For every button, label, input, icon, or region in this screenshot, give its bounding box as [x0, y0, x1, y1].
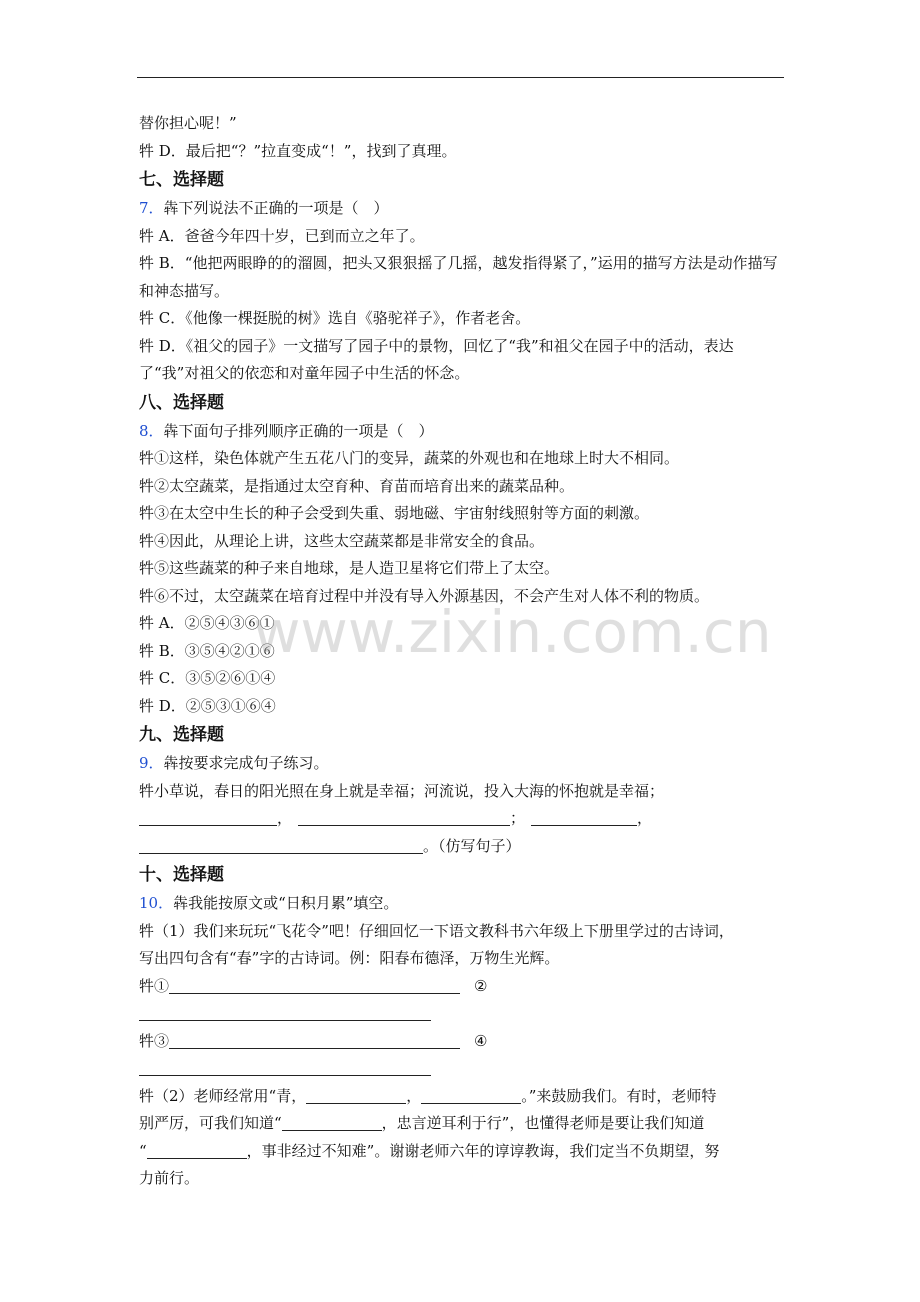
option-line: 牪 A．②⑤④③⑥①	[139, 614, 275, 632]
text-line: 替你担心呢！”	[139, 114, 237, 132]
option-line: 牪 C．③⑤②⑥①④	[139, 669, 276, 687]
answer-blank[interactable]	[169, 1031, 460, 1049]
text-segment: 。”来鼓励我们。有时，老师特	[521, 1086, 717, 1105]
question-text: 犇按要求完成句子练习。	[163, 754, 329, 772]
answer-blank[interactable]	[147, 1141, 247, 1159]
question-line	[139, 195, 779, 223]
end-note: 。（仿写句子）	[423, 836, 521, 855]
question-number: 10．	[139, 894, 174, 912]
question-number: 8．	[139, 421, 164, 440]
text-line: 写出四句含有“春”字的古诗词。例：阳春布德泽，万物生光辉。	[139, 949, 560, 967]
blank-line	[139, 805, 779, 833]
watermark-text: www.zixin.com.cn	[253, 598, 772, 666]
text-segment: ，忠言逆耳利于行”，也懂得老师是要让我们知道	[381, 1114, 705, 1132]
blank-line	[139, 833, 779, 861]
answer-blank[interactable]	[282, 1113, 382, 1131]
sentence-line: 牪④因此，从理论上讲，这些太空蔬菜都是非常安全的食品。	[139, 531, 545, 550]
answer-blank[interactable]	[139, 1058, 431, 1076]
answer-blank[interactable]	[298, 808, 510, 826]
blank-line	[139, 973, 779, 1001]
item-marker: ②	[474, 976, 488, 995]
sentence-line: 牪③在太空中生长的种子会受到失重、弱地磁、宇宙射线照射等方面的刺激。	[139, 504, 650, 522]
question-line	[139, 418, 779, 446]
option-line: 牪 D．②⑤③①⑥④	[139, 696, 276, 715]
section-heading: 七、选择题	[139, 170, 224, 190]
answer-blank[interactable]	[139, 1003, 431, 1021]
answer-blank[interactable]	[169, 976, 460, 994]
question-text: 犇下面句子排列顺序正确的一项是（ ）	[163, 421, 434, 440]
question-text: 犇我能按原文或“日积月累”填空。	[173, 894, 399, 912]
text-line: 牪 D．最后把“？”拉直变成“！”，找到了真理。	[139, 141, 457, 160]
text-line: 牪（1）我们来玩玩“飞花令”吧！仔细回忆一下语文教科书六年级上下册里学过的古诗词，	[139, 921, 734, 940]
text-segment: “	[139, 1141, 147, 1160]
answer-blank[interactable]	[139, 836, 423, 854]
sentence-line: 牪⑤这些蔬菜的种子来自地球，是人造卫星将它们带上了太空。	[139, 559, 560, 577]
section-heading: 九、选择题	[139, 725, 224, 745]
section-heading: 八、选择题	[139, 392, 224, 413]
prompt-line: 牪小草说，春日的阳光照在身上就是幸福；河流说，投入大海的怀抱就是幸福；	[139, 781, 665, 800]
item-marker: ④	[474, 1031, 488, 1050]
header-rule	[137, 77, 784, 78]
text-line	[139, 1138, 779, 1166]
option-line: 牪 A．爸爸今年四十岁，已到而立之年了。	[139, 226, 425, 245]
answer-blank[interactable]	[531, 808, 637, 826]
option-line: 牪 B．③⑤④②①⑥	[139, 641, 275, 660]
item-marker: 牪③	[139, 1031, 170, 1050]
question-number: 9．	[139, 754, 164, 772]
punctuation: ，	[277, 809, 293, 827]
text-segment: ，事非经过不知难”。谢谢老师六年的谆谆教诲，我们定当不负期望，努	[246, 1141, 720, 1160]
answer-blank[interactable]	[139, 808, 277, 826]
blank-line	[139, 1028, 779, 1056]
question-number: 7．	[139, 199, 164, 217]
sentence-line: 牪②太空蔬菜，是指通过太空育种、育苗而培育出来的蔬菜品种。	[139, 476, 575, 495]
punctuation: ；	[510, 809, 526, 827]
punctuation: ，	[637, 809, 653, 827]
page-content	[139, 110, 779, 1193]
blank-line	[139, 1055, 779, 1083]
option-line: 牪 D．《祖父的园子》一文描写了园子中的景物，回忆了“我”和祖父在园子中的活动，表达了“我”对祖父的依恋和对童年园子中生活的怀念。	[139, 336, 734, 382]
section-heading: 十、选择题	[139, 865, 224, 885]
question-text: 犇下列说法不正确的一项是（ ）	[163, 199, 389, 217]
sentence-line: 牪①这样，染色体就产生五花八门的变异，蔬菜的外观也和在地球上时大不相同。	[139, 449, 680, 467]
question-line	[139, 890, 779, 918]
blank-line	[139, 1000, 779, 1028]
answer-blank[interactable]	[306, 1086, 406, 1104]
text-segment: ，	[406, 1086, 422, 1105]
text-segment: 牪（2）老师经常用“青，	[139, 1086, 307, 1105]
text-segment: 别严厉，可我们知道“	[139, 1114, 282, 1132]
text-line	[139, 1083, 779, 1111]
text-line: 力前行。	[139, 1169, 200, 1187]
option-line: 牪 C．《他像一棵挺脱的树》选自《骆驼祥子》，作者老舍。	[139, 309, 531, 327]
option-line: 牪 B．“他把两眼睁的的溜圆，把头又狠狠摇了几摇，越发指得紧了，”运用的描写方法是动作描写和神态描写。	[139, 254, 778, 300]
question-line	[139, 750, 779, 778]
answer-blank[interactable]	[421, 1086, 521, 1104]
text-line	[139, 1110, 779, 1138]
item-marker: 牪①	[139, 976, 170, 995]
sentence-line: 牪⑥不过，太空蔬菜在培育过程中并没有导入外源基因，不会产生对人体不利的物质。	[139, 586, 710, 605]
